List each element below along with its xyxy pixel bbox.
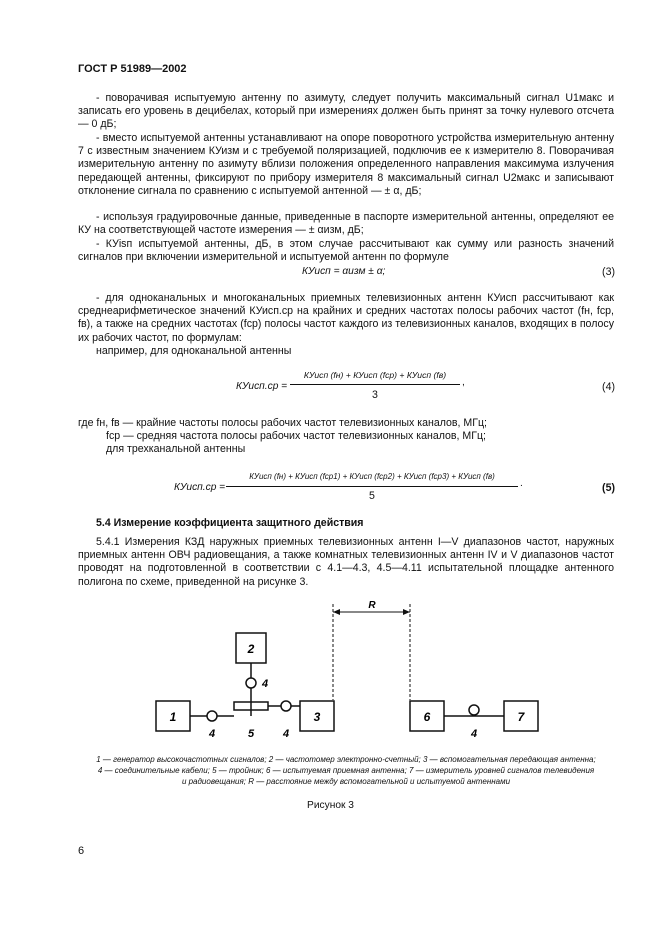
equation-4-denominator: 3 <box>372 389 378 401</box>
equation-4-fraction-line <box>290 384 460 385</box>
equation-5-numerator: КУисп (fн) + КУисп (fср1) + КУисп (fср2) + КУисп (fср3) + КУисп (fв) <box>249 472 495 481</box>
cable-label-1-5: 4 <box>208 728 216 740</box>
figure-3-diagram <box>0 590 661 750</box>
document-code: ГОСТ Р 51989—2002 <box>78 63 187 75</box>
page-number: 6 <box>78 845 85 857</box>
paragraph-gain-calc: - КУisп испытуемой антенны, дБ, в этом случае рассчитывают как сумму или разность значений сигналов при включении измерительной и испытуемой антенн по формуле <box>78 238 614 264</box>
equation-4-numerator: КУисп (fн) + КУисп (fср) + КУисп (fв) <box>303 370 447 380</box>
block-1-label: 1 <box>169 710 177 724</box>
cable-6-7 <box>469 705 479 715</box>
paragraph-kzd: 5.4.1 Измерения КЗД наружных приемных телевизионных антенн I—V диапазонов частот, наружных приемных антенн ОВЧ радиовещания, а также комнатных телевизионных антенн IV и V диапазонов частот проводят на подготовленной в соответствии с 4.1—4.3, 4.5—4.11 испытательной площадке антенного полигона по схеме, приведенной на рисунке 3. <box>78 536 614 588</box>
equation-5-tail: . <box>520 478 523 489</box>
where-line-3: для трехканальной антенны <box>106 443 246 455</box>
block-6-label: 6 <box>423 710 431 724</box>
dimension-r-label: R <box>368 600 376 611</box>
dimension-r <box>333 600 410 700</box>
cable-vertical <box>246 678 256 688</box>
equation-4-tail: , <box>462 377 465 388</box>
cable-label-5-3: 4 <box>282 728 290 740</box>
equation-5-lhs: КУисп.ср = <box>174 482 226 493</box>
paragraph-calibration: - используя градуировочные данные, приведенные в паспорте измерительной антенны, определяют ее КУ на соответствующей частоте измерения — ± αизм, дБ; <box>78 211 614 237</box>
figure-caption-line-3: и радиовещания; R — расстояние между вспомогательной и испытуемой антеннами <box>181 777 511 786</box>
cable-label-6-7: 4 <box>470 728 478 740</box>
block-2-label: 2 <box>247 642 255 656</box>
equation-5-number: (5) <box>602 482 615 494</box>
paragraph-rotate: - поворачивая испытуемую антенну по азимуту, следует получить максимальный сигнал U1макс и записать его уровень в децибелах, который при измерениях должен быть принят за точку нулевого отсчета — 0 дБ; <box>78 92 614 131</box>
section-heading: 5.4 Измерение коэффициента защитного действия <box>96 517 364 529</box>
figure-caption-line-2: 4 — соединительные кабели; 5 — тройник; 6 — испытуемая приемная антенна; 7 — измеритель уровней сигналов телевидения <box>97 766 595 775</box>
cable-5-3 <box>281 701 291 711</box>
equation-3: КУисп = αизм ± α; <box>302 266 386 277</box>
equation-4-lhs: КУисп.ср = <box>236 381 288 392</box>
equation-5-denominator: 5 <box>369 490 375 502</box>
block-7-label: 7 <box>517 710 525 724</box>
cable-1-5 <box>207 711 217 721</box>
equation-5-fraction-line <box>226 486 518 487</box>
cable-label-vertical: 4 <box>262 678 269 690</box>
equation-4-number: (4) <box>602 381 615 393</box>
paragraph-multichannel: - для одноканальных и многоканальных приемных телевизионных антенн КУисп рассчитывают как среднеарифметическое значений КУисп.ср на крайних и средних частотах полосы рабочих частот (fн, fср, fв), а также на средних частотах (fср) полосы частот каждого из телевизионных каналов, входящих в полосу их рабочих частот, по формулам: <box>78 292 614 344</box>
paragraph-example: например, для одноканальной антенны <box>96 345 292 357</box>
paragraph-replace: - вместо испытуемой антенны устанавливают на опоре поворотного устройства измерительную антенну 7 с известным значением КУизм и с требуемой поляризацией, подключив ее к измерителю 8. Поворачивая измерительную антенну по азимуту вблизи положения определенного направления максимума излучения передающей антенны, фиксируют по прибору измерителя 8 максимальный сигнал U2макс и записывают отклонение сигнала по сравнению с испытуемой антенной — ± α, дБ; <box>78 132 614 197</box>
block-3-label: 3 <box>313 710 321 724</box>
where-line-2: fср — средняя частота полосы рабочих частот телевизионных каналов, МГц; <box>106 430 486 442</box>
block-5-label: 5 <box>247 728 255 740</box>
where-line-1: где fн, fв — крайние частоты полосы рабочих частот телевизионных каналов, МГц; <box>78 417 488 429</box>
equation-3-number: (3) <box>602 266 615 278</box>
figure-title: Рисунок 3 <box>307 800 354 811</box>
figure-caption-line-1: 1 — генератор высокочастотных сигналов; 2 — частотомер электронно-счетный; 3 — вспомогательная передающая антенна; <box>96 755 596 764</box>
